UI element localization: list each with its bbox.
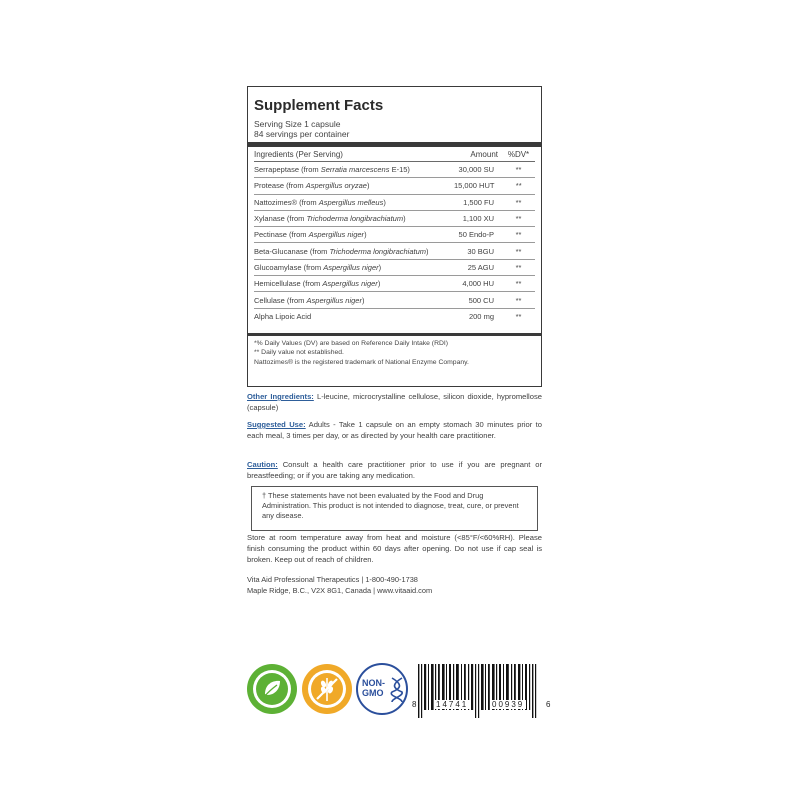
table-row [254, 243, 535, 259]
suggested-use-label: Suggested Use: [247, 420, 306, 429]
company-line-1: Vita Aid Professional Therapeutics | 1-800-490-1738 [247, 575, 418, 584]
table-row [254, 178, 535, 194]
other-ingredients [247, 392, 542, 414]
table-row [254, 195, 535, 211]
barcode-digit-3: 00939 [492, 700, 525, 709]
caution [247, 460, 542, 482]
notes-divider [248, 333, 541, 336]
servings-per-container: 84 servings per container [254, 129, 350, 139]
table-row [254, 292, 535, 308]
ingredient-dv: ** [515, 246, 522, 256]
header-ingredient: Ingredients (Per Serving) [254, 149, 343, 159]
ingredient-amount: 50 Endo-P [458, 230, 494, 240]
ingredient-amount: 25 AGU [467, 262, 494, 272]
barcode-digit-4: 6 [546, 700, 551, 709]
facts-title: Supplement Facts [254, 97, 384, 114]
facts-table-body [254, 162, 535, 325]
header-amount: Amount [470, 149, 498, 159]
ingredient-name: Hemicellulase (from Aspergillus niger) [254, 279, 381, 289]
trademark-note: Nattozimes® is the registered trademark of National Enzyme Company. [254, 358, 469, 366]
serving-size: Serving Size 1 capsule [254, 119, 341, 129]
company-line-2: Maple Ridge, B.C., V2X 8G1, Canada | www.vitaaid.com [247, 586, 433, 595]
ingredient-dv: ** [515, 197, 522, 207]
suggested-use [247, 420, 542, 442]
ingredient-amount: 1,100 XU [462, 214, 494, 224]
ingredient-name: Nattozimes® (from Aspergillus melleus) [254, 197, 386, 207]
ingredient-dv: ** [515, 214, 522, 224]
dv-footnote: *% Daily Values (DV) are based on Reference Daily Intake (RDI) [254, 339, 449, 347]
fda-disclaimer-box: † These statements have not been evaluated by the Food and Drug Administration. This product is not intended to diagnose, treat, cure, or prevent any disease. [251, 486, 538, 531]
ingredient-amount: 15,000 HUT [454, 181, 495, 191]
ingredient-dv: ** [515, 295, 522, 305]
ingredient-amount: 1,500 FU [463, 197, 494, 207]
table-row [254, 309, 535, 325]
gluten-free-wheat-icon [301, 663, 353, 715]
ingredient-amount: 30 BGU [467, 246, 494, 256]
non-gmo-text: NON- GMO [362, 678, 385, 698]
table-row [254, 162, 535, 178]
suggested-use-text: Adults - Take 1 capsule on an empty stomach 30 minutes prior to each meal, 3 times per day, or as directed by your health care practitioner. [247, 420, 542, 440]
table-row [254, 211, 535, 227]
ingredient-name: Pectinase (from Aspergillus niger) [254, 230, 367, 240]
facts-table-header [254, 147, 535, 162]
table-row [254, 276, 535, 292]
ingredient-amount: 30,000 SU [458, 165, 494, 175]
caution-text: Consult a health care practitioner prior to use if you are pregnant or breastfeeding; or if you are taking any medication. [247, 460, 542, 480]
ingredient-dv: ** [515, 279, 522, 289]
table-row [254, 227, 535, 243]
caution-label: Caution: [247, 460, 278, 469]
ingredient-dv: ** [515, 262, 522, 272]
ingredient-name: Beta-Glucanase (from Trichoderma longibrachiatum) [254, 246, 429, 256]
ingredient-amount: 200 mg [468, 312, 494, 322]
ingredient-name: Xylanase (from Trichoderma longibrachiatum) [254, 214, 406, 224]
company-info [247, 574, 432, 596]
ingredient-dv: ** [515, 230, 522, 240]
supplement-facts-panel [247, 86, 542, 387]
non-gmo-badge [356, 663, 408, 715]
ingredient-amount: 500 CU [468, 295, 494, 305]
ingredient-name: Alpha Lipoic Acid [254, 312, 312, 322]
ingredient-name: Protease (from Aspergillus oryzae) [254, 181, 370, 191]
ingredient-amount: 4,000 HU [462, 279, 494, 289]
table-row [254, 260, 535, 276]
other-ingredients-label: Other Ingredients: [247, 392, 314, 401]
header-dv: %DV* [507, 149, 530, 159]
dv-not-established-note: ** Daily value not established. [254, 349, 344, 357]
ingredient-name: Serrapeptase (from Serratia marcescens E-15) [254, 165, 410, 175]
ingredient-dv: ** [515, 312, 522, 322]
barcode [412, 664, 547, 720]
other-ingredients-text: L-leucine, microcrystalline cellulose, silicon dioxide, hypromellose (capsule) [247, 392, 542, 412]
vegan-leaf-icon [246, 663, 298, 715]
storage-instructions: Store at room temperature away from heat and moisture (<85°F/<60%RH). Please finish consuming the product within 60 days after opening. Do not use if cap seal is broken. Keep out of reach of children. [247, 533, 542, 564]
barcode-digit-1: 8 [412, 700, 417, 709]
ingredient-name: Glucoamylase (from Aspergillus niger) [254, 262, 382, 272]
ingredient-dv: ** [515, 181, 522, 191]
dna-icon [390, 676, 404, 704]
ingredient-name: Cellulase (from Aspergillus niger) [254, 295, 365, 305]
ingredient-dv: ** [515, 165, 522, 175]
barcode-digit-2: 14741 [436, 700, 469, 709]
